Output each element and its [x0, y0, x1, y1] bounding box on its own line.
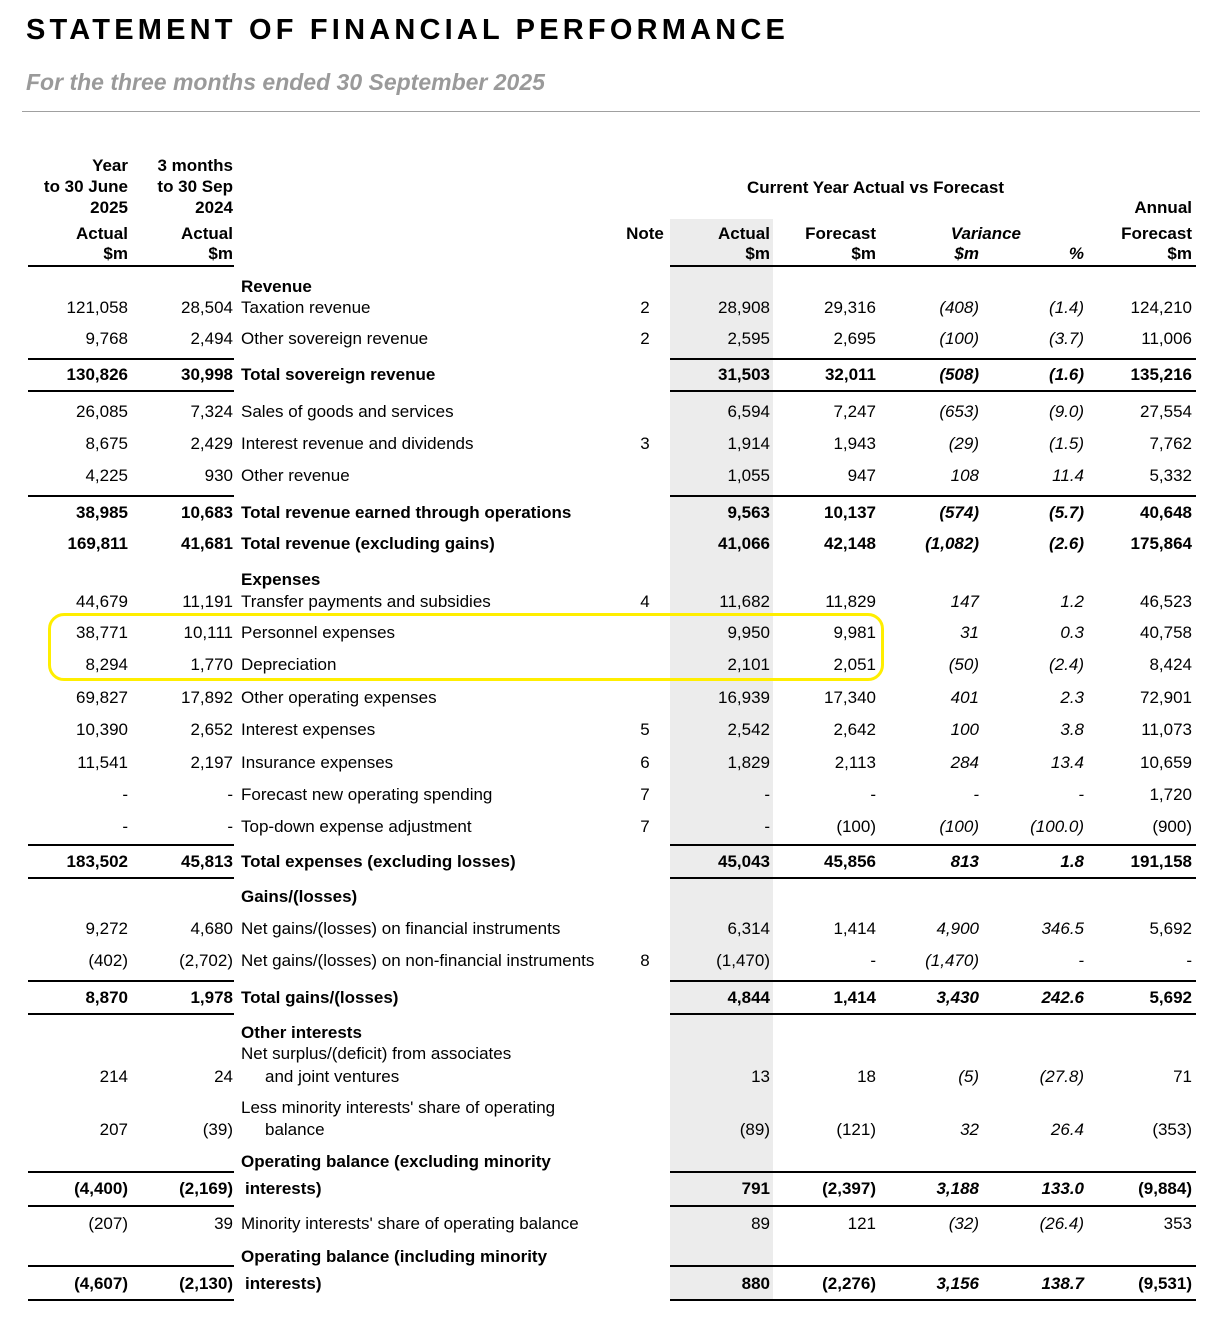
title-divider	[22, 111, 1200, 112]
header-group: Current Year Actual vs Forecast	[747, 178, 1005, 197]
total-rule	[670, 390, 1196, 392]
annual-forecast-value: 353	[1163, 1214, 1192, 1233]
forecast-value: 18	[857, 1067, 876, 1086]
actual-value: 1,914	[727, 434, 770, 453]
annual-forecast-value: 40,648	[1140, 503, 1192, 522]
header-variance: Variance	[950, 224, 1021, 243]
row-label: Net gains/(losses) on non-financial instruments	[241, 951, 595, 970]
percent-value: (100.0)	[1030, 817, 1084, 836]
note-ref: 5	[640, 720, 650, 739]
annual-forecast-value: (9,884)	[1138, 1179, 1192, 1198]
year-actual-value: (402)	[88, 951, 128, 970]
header-year: to 30 June	[43, 177, 128, 196]
variance-value: 401	[950, 688, 979, 707]
actual-value: 9,563	[727, 503, 770, 522]
header-year: Actual	[76, 224, 128, 243]
annual-forecast-value: 135,216	[1130, 365, 1192, 384]
variance-value: 100	[950, 720, 979, 739]
year-actual-value: 44,679	[76, 592, 128, 611]
percent-value: (2.4)	[1049, 655, 1084, 674]
row-label: Net surplus/(deficit) from associates	[241, 1044, 512, 1063]
actual-value: (1,470)	[716, 951, 770, 970]
header-3months: 3 months	[157, 156, 233, 175]
actual-value: 2,595	[727, 329, 770, 348]
row-label: Top-down expense adjustment	[241, 817, 472, 836]
year-actual-value: 11,541	[77, 753, 128, 772]
year-actual-value: 10,390	[76, 720, 128, 739]
variance-value: 4,900	[936, 919, 979, 938]
total-rule	[670, 844, 1196, 846]
percent-value: 1.8	[1060, 852, 1084, 871]
row-label: Net gains/(losses) on financial instruments	[241, 919, 561, 938]
total-rule	[670, 495, 1196, 497]
percent-value: (1.5)	[1049, 434, 1084, 453]
actual-value: 880	[741, 1274, 770, 1293]
three-month-actual-value: 24	[214, 1067, 233, 1086]
total-rule	[28, 1171, 234, 1173]
three-month-actual-value: 17,892	[181, 688, 233, 707]
annual-forecast-value: 71	[1173, 1067, 1192, 1086]
total-rule	[670, 1299, 1196, 1301]
percent-value: 11.4	[1052, 466, 1084, 485]
row-label: Insurance expenses	[241, 753, 394, 772]
three-month-actual-value: 2,652	[190, 720, 233, 739]
percent-value: (2.6)	[1049, 534, 1084, 553]
row-label: Minority interests' share of operating balance	[241, 1214, 579, 1233]
variance-value: 108	[950, 466, 979, 485]
year-actual-value: 69,827	[76, 688, 128, 707]
annual-forecast-value: 5,332	[1149, 466, 1192, 485]
three-month-actual-value: 1,770	[190, 655, 233, 674]
year-actual-value: 169,811	[67, 534, 128, 553]
total-rule	[28, 1013, 234, 1015]
header-actual: Actual	[718, 224, 770, 243]
header-3months: Actual	[181, 224, 233, 243]
row-label: Total revenue (excluding gains)	[241, 534, 495, 553]
variance-value: 32	[960, 1120, 979, 1139]
row-label: Sales of goods and services	[241, 402, 454, 421]
actual-value: 89	[751, 1214, 770, 1233]
actual-value: 2,101	[727, 655, 770, 674]
annual-forecast-value: 5,692	[1149, 919, 1192, 938]
annual-forecast-value: 124,210	[1130, 298, 1192, 317]
variance-value: (32)	[948, 1214, 979, 1233]
three-month-actual-value: 4,680	[190, 919, 233, 938]
percent-value: (9.0)	[1049, 402, 1084, 421]
total-rule	[28, 877, 234, 879]
total-rule	[28, 1299, 234, 1301]
three-month-actual-value: 7,324	[190, 402, 233, 421]
actual-value: 31,503	[718, 365, 770, 384]
header-annual: $m	[1167, 244, 1192, 263]
actual-value: 28,908	[718, 298, 770, 317]
annual-forecast-value: (9,531)	[1138, 1274, 1192, 1293]
three-month-actual-value: 2,429	[190, 434, 233, 453]
variance-value: 31	[960, 623, 979, 642]
forecast-value: 9,981	[833, 623, 876, 642]
total-rule	[28, 980, 234, 982]
variance-value: (100)	[939, 329, 979, 348]
forecast-value: 2,051	[833, 655, 876, 674]
annual-forecast-value: 8,424	[1149, 655, 1192, 674]
three-month-actual-value: -	[227, 785, 233, 804]
three-month-actual-value: 39	[214, 1214, 233, 1233]
actual-value: -	[764, 785, 770, 804]
variance-value: (1,082)	[925, 534, 979, 553]
three-month-actual-value: 2,197	[190, 753, 233, 772]
variance-value: 284	[950, 753, 979, 772]
percent-value: (1.6)	[1049, 365, 1084, 384]
actual-value: 6,594	[727, 402, 770, 421]
three-month-actual-value: 10,111	[183, 623, 233, 642]
note-ref: 7	[640, 785, 650, 804]
annual-forecast-value: (900)	[1152, 817, 1192, 836]
header-year: Year	[92, 156, 128, 175]
variance-value: (100)	[939, 817, 979, 836]
variance-value: (1,470)	[925, 951, 979, 970]
percent-value: 242.6	[1041, 988, 1084, 1007]
header-percent: %	[1068, 244, 1084, 263]
note-ref: 8	[640, 951, 650, 970]
actual-value: -	[764, 817, 770, 836]
actual-value: 1,829	[727, 753, 770, 772]
percent-value: (27.8)	[1039, 1067, 1084, 1086]
percent-value: 1.2	[1060, 592, 1084, 611]
row-label: interests)	[245, 1274, 322, 1293]
total-rule	[28, 844, 234, 846]
row-label: Personnel expenses	[241, 623, 396, 642]
year-actual-value: -	[122, 785, 128, 804]
year-actual-value: 183,502	[66, 852, 128, 871]
annual-forecast-value: 11,006	[1141, 329, 1192, 348]
year-actual-value: (207)	[88, 1214, 128, 1233]
forecast-value: 1,414	[833, 919, 876, 938]
percent-value: (26.4)	[1039, 1214, 1084, 1233]
total-rule	[670, 877, 1196, 879]
actual-value: 791	[741, 1179, 770, 1198]
row-label: and joint ventures	[265, 1067, 400, 1086]
total-rule	[28, 1265, 234, 1267]
three-month-actual-value: 41,681	[181, 534, 233, 553]
percent-value: (3.7)	[1049, 329, 1084, 348]
three-month-actual-value: (39)	[202, 1120, 233, 1139]
variance-value: 3,430	[936, 988, 979, 1007]
total-rule	[28, 1205, 234, 1207]
percent-value: 346.5	[1041, 919, 1084, 938]
row-label: Depreciation	[241, 655, 337, 674]
year-actual-value: 38,985	[76, 503, 128, 522]
forecast-value: 121	[847, 1214, 876, 1233]
header-variance: $m	[954, 244, 979, 263]
row-label: Transfer payments and subsidies	[241, 592, 491, 611]
row-label: Total expenses (excluding losses)	[241, 852, 516, 871]
header-3months: to 30 Sep	[157, 177, 233, 196]
three-month-actual-value: 45,813	[181, 852, 233, 871]
total-rule	[670, 1205, 1196, 1207]
annual-forecast-value: 5,692	[1149, 988, 1192, 1007]
actual-value: 45,043	[718, 852, 770, 871]
total-rule	[670, 980, 1196, 982]
percent-value: 138.7	[1041, 1274, 1084, 1293]
annual-forecast-value: -	[1186, 951, 1192, 970]
header-year: $m	[103, 244, 128, 263]
forecast-value: 10,137	[824, 503, 876, 522]
year-actual-value: 214	[99, 1067, 128, 1086]
row-label: Operating balance (excluding minority	[241, 1152, 551, 1171]
page-title: STATEMENT OF FINANCIAL PERFORMANCE	[26, 14, 790, 46]
row-label: Other revenue	[241, 466, 350, 485]
percent-value: -	[1078, 951, 1084, 970]
forecast-value: (121)	[836, 1120, 876, 1139]
header-annual: Forecast	[1121, 224, 1192, 243]
three-month-actual-value: (2,130)	[179, 1274, 233, 1293]
row-label: Total sovereign revenue	[241, 365, 436, 384]
three-month-actual-value: 1,978	[190, 988, 233, 1007]
percent-value: 13.4	[1050, 753, 1084, 772]
variance-value: (653)	[939, 402, 979, 421]
actual-value: 4,844	[727, 988, 770, 1007]
variance-value: 813	[950, 852, 979, 871]
row-label: interests)	[245, 1179, 322, 1198]
percent-value: 0.3	[1060, 623, 1084, 642]
forecast-value: 1,414	[833, 988, 876, 1007]
three-month-actual-value: 28,504	[181, 298, 233, 317]
annual-forecast-value: 11,073	[1141, 720, 1192, 739]
forecast-value: 947	[847, 466, 876, 485]
header-3months: $m	[208, 244, 233, 263]
forecast-value: (100)	[836, 817, 876, 836]
annual-forecast-value: 191,158	[1130, 852, 1192, 871]
annual-forecast-value: 1,720	[1149, 785, 1192, 804]
header-rule	[670, 265, 1196, 267]
header-rule	[28, 265, 234, 267]
row-label: Total gains/(losses)	[241, 988, 399, 1007]
row-label: Interest expenses	[241, 720, 376, 739]
annual-forecast-value: 175,864	[1130, 534, 1192, 553]
percent-value: 26.4	[1050, 1120, 1084, 1139]
variance-value: (574)	[939, 503, 979, 522]
row-label: Other operating expenses	[241, 688, 437, 707]
actual-value: 6,314	[727, 919, 770, 938]
note-ref: 6	[640, 753, 650, 772]
variance-value: 147	[950, 592, 979, 611]
actual-value: 9,950	[727, 623, 770, 642]
year-actual-value: 207	[99, 1120, 128, 1139]
forecast-value: (2,276)	[822, 1274, 876, 1293]
annual-forecast-value: (353)	[1152, 1120, 1192, 1139]
percent-value: -	[1078, 785, 1084, 804]
variance-value: (508)	[939, 365, 979, 384]
three-month-actual-value: 30,998	[181, 365, 233, 384]
year-actual-value: 9,768	[85, 329, 128, 348]
header-year: 2025	[90, 198, 128, 217]
year-actual-value: 26,085	[76, 402, 128, 421]
variance-value: 3,156	[936, 1274, 979, 1293]
page-subtitle: For the three months ended 30 September 2025	[26, 69, 545, 95]
total-rule	[28, 390, 234, 392]
three-month-actual-value: (2,169)	[179, 1179, 233, 1198]
year-actual-value: 9,272	[85, 919, 128, 938]
year-actual-value: 8,675	[85, 434, 128, 453]
note-ref: 4	[640, 592, 650, 611]
total-rule	[28, 358, 234, 360]
header-actual: $m	[745, 244, 770, 263]
row-label: Total revenue earned through operations	[241, 503, 572, 522]
variance-value: (5)	[958, 1067, 979, 1086]
forecast-value: 42,148	[824, 534, 876, 553]
actual-value: 1,055	[727, 466, 770, 485]
section-heading: Gains/(losses)	[241, 887, 358, 906]
header-forecast: $m	[851, 244, 876, 263]
total-rule	[670, 1265, 1196, 1267]
forecast-value: 29,316	[824, 298, 876, 317]
annual-forecast-value: 46,523	[1140, 592, 1192, 611]
forecast-value: -	[870, 951, 876, 970]
forecast-value: 2,113	[834, 753, 876, 772]
row-label: Less minority interests' share of operating	[241, 1098, 556, 1117]
variance-value: (408)	[939, 298, 979, 317]
total-rule	[670, 1013, 1196, 1015]
year-actual-value: 8,294	[85, 655, 128, 674]
actual-value: 11,682	[719, 592, 770, 611]
year-actual-value: 121,058	[66, 298, 128, 317]
percent-value: (1.4)	[1049, 298, 1084, 317]
forecast-value: (2,397)	[822, 1179, 876, 1198]
section-heading: Revenue	[241, 277, 312, 296]
actual-value: 2,542	[727, 720, 770, 739]
row-label: Forecast new operating spending	[241, 785, 493, 804]
percent-value: 3.8	[1060, 720, 1084, 739]
forecast-value: 7,247	[833, 402, 876, 421]
section-heading: Other interests	[241, 1023, 362, 1042]
annual-forecast-value: 10,659	[1140, 753, 1192, 772]
forecast-value: 1,943	[833, 434, 876, 453]
highlight-box	[48, 613, 884, 681]
forecast-value: 2,695	[833, 329, 876, 348]
actual-value: 13	[751, 1067, 770, 1086]
header-3months: 2024	[195, 198, 233, 217]
row-label: Operating balance (including minority	[241, 1247, 548, 1266]
year-actual-value: (4,400)	[74, 1179, 128, 1198]
three-month-actual-value: 930	[204, 466, 233, 485]
forecast-value: 2,642	[833, 720, 876, 739]
three-month-actual-value: -	[227, 817, 233, 836]
year-actual-value: (4,607)	[74, 1274, 128, 1293]
forecast-value: 45,856	[824, 852, 876, 871]
note-ref: 7	[640, 817, 650, 836]
percent-value: 2.3	[1060, 688, 1084, 707]
year-actual-value: 38,771	[76, 623, 128, 642]
variance-value: -	[973, 785, 979, 804]
section-heading: Expenses	[241, 570, 321, 589]
forecast-value: -	[870, 785, 876, 804]
header-note: Note	[626, 224, 664, 243]
actual-value: (89)	[739, 1120, 770, 1139]
row-label: balance	[265, 1120, 325, 1139]
year-actual-value: 4,225	[85, 466, 128, 485]
row-label: Taxation revenue	[241, 298, 371, 317]
total-rule	[670, 358, 1196, 360]
variance-value: (50)	[948, 655, 979, 674]
annual-forecast-value: 40,758	[1140, 623, 1192, 642]
percent-value: (5.7)	[1049, 503, 1084, 522]
forecast-value: 17,340	[824, 688, 876, 707]
total-rule	[670, 1171, 1196, 1173]
total-rule	[28, 495, 234, 497]
actual-value: 41,066	[718, 534, 770, 553]
row-label: Interest revenue and dividends	[241, 434, 474, 453]
annual-forecast-value: 7,762	[1149, 434, 1192, 453]
annual-forecast-value: 27,554	[1140, 402, 1192, 421]
year-actual-value: 8,870	[85, 988, 128, 1007]
note-ref: 2	[640, 298, 650, 317]
forecast-value: 11,829	[825, 592, 876, 611]
year-actual-value: -	[122, 817, 128, 836]
three-month-actual-value: (2,702)	[179, 951, 233, 970]
note-ref: 3	[640, 434, 650, 453]
actual-value: 16,939	[718, 688, 770, 707]
annual-forecast-value: 72,901	[1140, 688, 1192, 707]
variance-value: 3,188	[936, 1179, 979, 1198]
header-annual: Annual	[1134, 198, 1192, 217]
variance-value: (29)	[948, 434, 979, 453]
three-month-actual-value: 10,683	[181, 503, 233, 522]
note-ref: 2	[640, 329, 650, 348]
percent-value: 133.0	[1041, 1179, 1084, 1198]
year-actual-value: 130,826	[66, 365, 128, 384]
row-label: Other sovereign revenue	[241, 329, 429, 348]
three-month-actual-value: 11,191	[182, 592, 233, 611]
header-forecast: Forecast	[805, 224, 876, 243]
forecast-value: 32,011	[824, 365, 876, 384]
three-month-actual-value: 2,494	[190, 329, 233, 348]
